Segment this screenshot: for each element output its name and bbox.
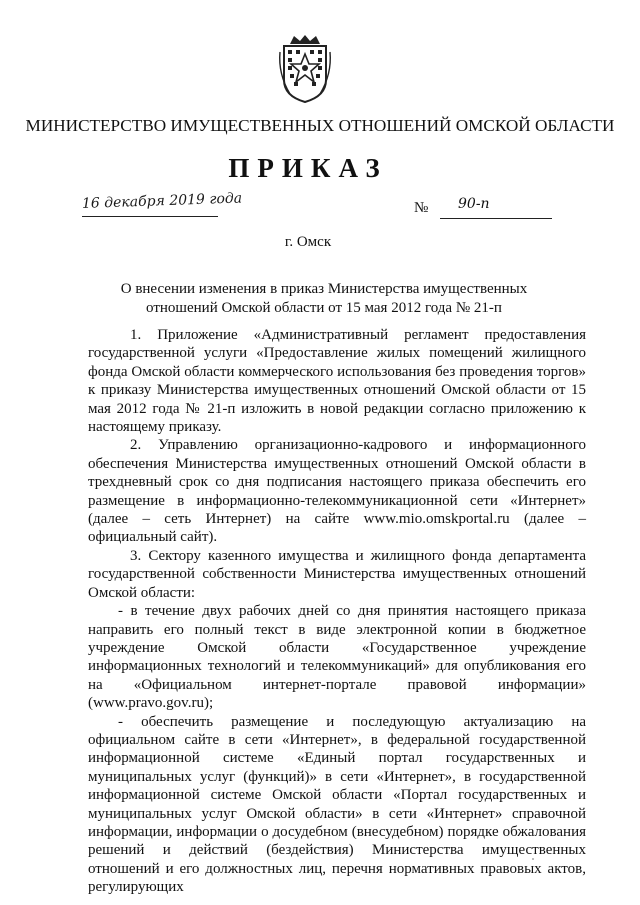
paragraph-3-item-2: - обеспечить размещение и последующую актуализацию на официальном сайте в сети «Интернет», в федеральной государственной информационной системе «Единый портал государственных и муниципальных услуг (функций)» в сети «Интернет», в государственной информационной системе Омской области «Портал государственных и муниципальных услуг Омской области» в сети «Интернет» справочной информации, информации о досудебном (внесудебном) порядке обжалования решений и действий (бездействия) Министерства имущественных отношений и его должностных лиц, перечня нормативных правовых актов, регулирующих xyxy=(88,713,586,896)
handwritten-date: 16 декабря 2019 года xyxy=(81,190,243,212)
paragraph-2: 2. Управлению организационно-кадрового и информационного обеспечения Министерства имущественных отношений Омской области в трехдневный срок со дня подписания настоящего приказа обеспечить его размещение в информационно-телекоммуникационной сети «Интернет» (далее – сеть Интернет) на сайте www.mio.omskportal.ru (далее – официальный сайт). xyxy=(88,437,586,546)
number-underline xyxy=(440,218,552,219)
handwritten-number: 90-п xyxy=(458,196,490,212)
number-label: № xyxy=(414,200,429,216)
order-body xyxy=(88,326,586,897)
document-title: ПРИКАЗ xyxy=(228,153,388,183)
city: г. Омск xyxy=(284,234,332,250)
order-subject: О внесении изменения в приказ Министерства имущественных отношений Омской области от 15 мая 2012 года № 21-п xyxy=(120,281,528,316)
ministry-name: МИНИСТЕРСТВО ИМУЩЕСТВЕННЫХ ОТНОШЕНИЙ ОМСКОЙ ОБЛАСТИ xyxy=(25,116,615,135)
scan-artifact xyxy=(532,858,534,860)
paragraph-1: 1. Приложение «Административный регламент предоставления государственной услуги «Предоставление жилых помещений жилищного фонда Омской области коммерческого использования без проведения торгов» к приказу Министерства имущественных отношений Омской области от 15 мая 2012 года № 21-п изложить в новой редакции согласно приложению к настоящему приказу. xyxy=(88,327,586,436)
coat-of-arms-emblem xyxy=(276,34,334,104)
paragraph-3: 3. Сектору казенного имущества и жилищного фонда департамента государственной собственности Министерства имущественных отношений Омской области: xyxy=(88,547,586,601)
paragraph-3-item-1: - в течение двух рабочих дней со дня принятия настоящего приказа направить его полный текст в виде электронной копии в бюджетное учреждение Омской области «Государственное учреждение информационных технологий и телекоммуникаций» для опубликования его на «Официальном интернет-портале правовой информации» (www.pravo.gov.ru); xyxy=(88,603,586,712)
date-underline xyxy=(82,216,218,217)
